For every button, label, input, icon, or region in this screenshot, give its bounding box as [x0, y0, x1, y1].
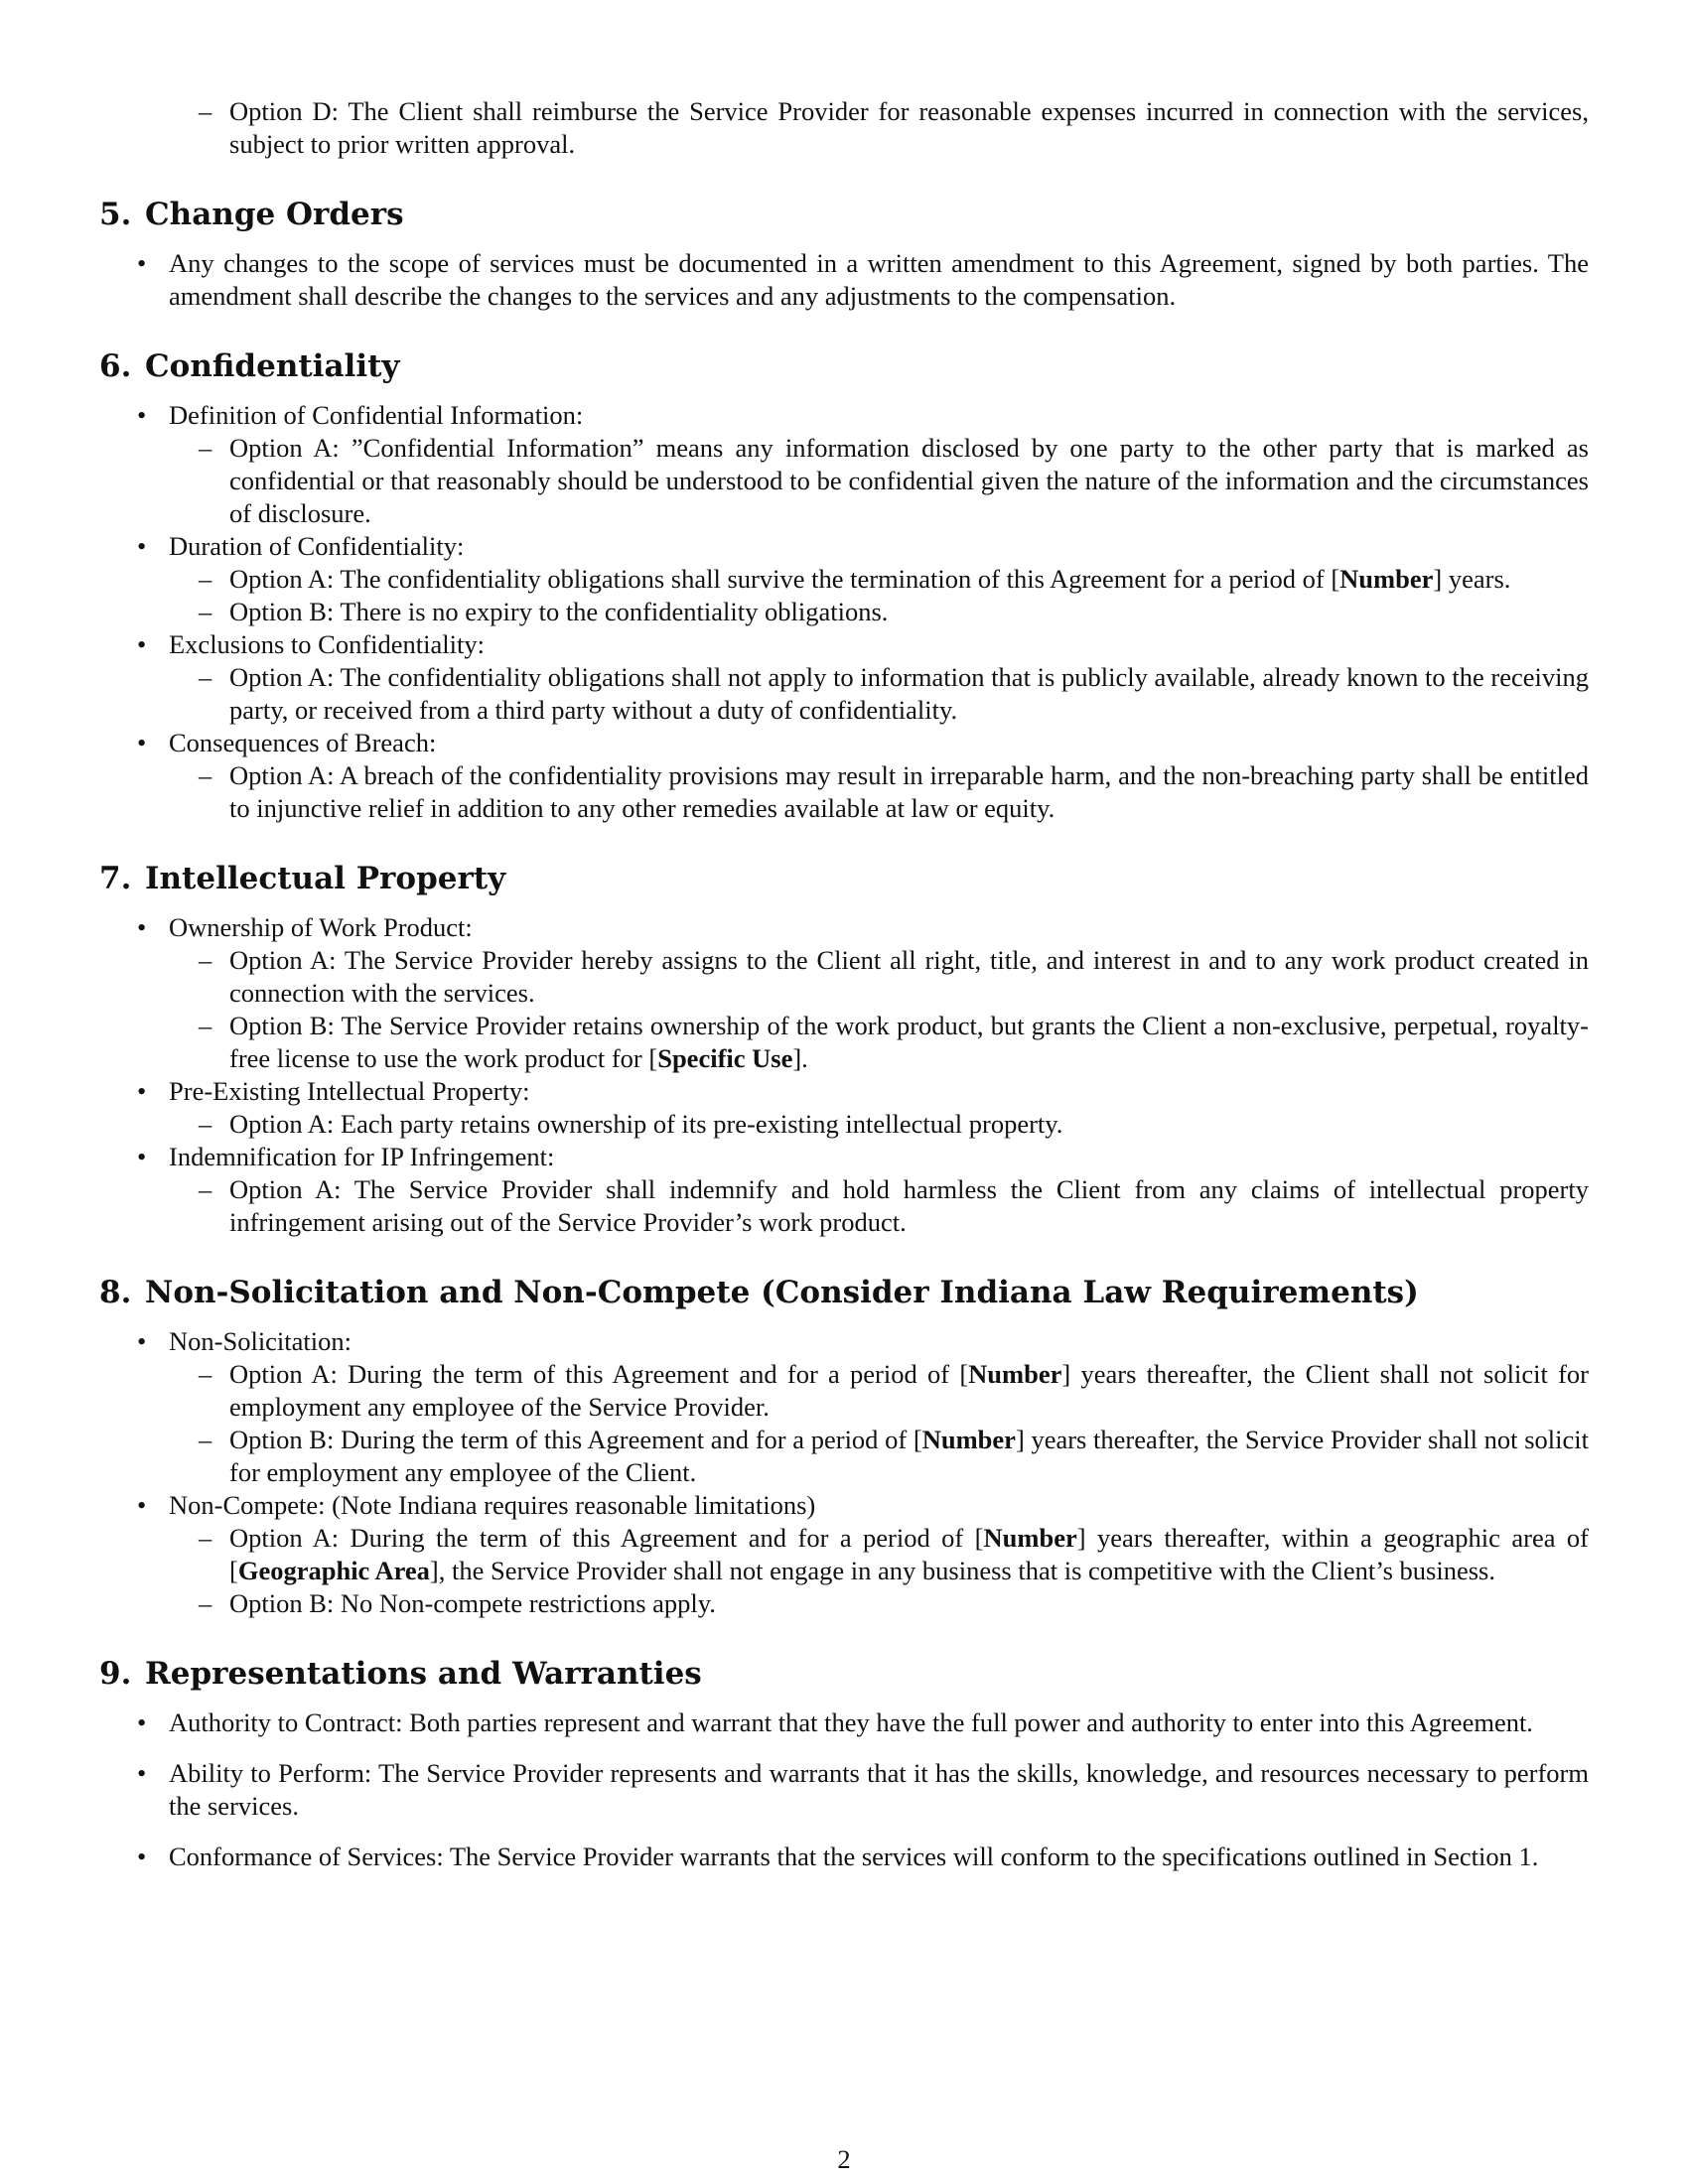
bullet-marker: •	[137, 1326, 147, 1356]
option-text: Option A: During the term of this Agreement and for a period of [Number] years thereafter, within a geographic area of [Geographic Area], the Service Provider shall not engage in any business that is competitive with the Client’s business.	[229, 1523, 1589, 1585]
placeholder-specific-use: Specific Use	[657, 1043, 793, 1073]
bullet-text: Indemnification for IP Infringement:	[169, 1142, 555, 1171]
section-heading	[99, 196, 1589, 233]
bullet-item	[137, 247, 1589, 313]
option-text: Option A: ”Confidential Information” means any information disclosed by one party to the other party that is marked as confidential or that reasonably should be understood to be confidential given the nature of the information and the circumstances of disclosure.	[229, 433, 1589, 528]
bullet-text: Consequences of Breach:	[169, 728, 437, 757]
dash-marker: –	[199, 1359, 212, 1389]
bullet-text: Ownership of Work Product:	[169, 912, 473, 942]
bullet-marker: •	[137, 1842, 147, 1871]
bullet-item	[137, 1075, 1589, 1108]
section-number: 9.	[99, 1656, 132, 1692]
section-title: Intellectual Property	[145, 861, 506, 896]
bullet-item	[137, 1489, 1589, 1522]
bullet-marker: •	[137, 531, 147, 561]
bullet-marker: •	[137, 629, 147, 659]
bullet-item	[137, 530, 1589, 563]
dash-marker: –	[199, 96, 212, 126]
placeholder-geographic-area: Geographic Area	[237, 1556, 430, 1585]
placeholder-number: Number	[921, 1425, 1016, 1454]
bullet-text: Pre-Existing Intellectual Property:	[169, 1076, 530, 1106]
dash-marker: –	[199, 1174, 212, 1204]
bullet-text: Non-Solicitation:	[169, 1326, 352, 1356]
dash-marker: –	[199, 760, 212, 790]
bullet-marker: •	[137, 1758, 147, 1788]
page-number: 2	[837, 2144, 851, 2174]
option-text: Option A: The Service Provider shall indemnify and hold harmless the Client from any claims of intellectual property infringement arising out of the Service Provider’s work product.	[229, 1174, 1589, 1237]
option-text: Option A: During the term of this Agreement and for a period of [Number] years thereafter, the Client shall not solicit for employment any employee of the Service Provider.	[229, 1359, 1589, 1422]
section-5	[99, 196, 1589, 313]
option-text: Option A: Each party retains ownership of its pre-existing intellectual property.	[229, 1109, 1063, 1139]
option-item	[199, 1424, 1589, 1489]
section-9	[99, 1655, 1589, 1873]
bullet-marker: •	[137, 400, 147, 430]
option-item	[199, 1358, 1589, 1424]
option-item	[199, 944, 1589, 1010]
bullet-text: Authority to Contract: Both parties represent and warrant that they have the full power and authority to enter into this Agreement.	[169, 1707, 1533, 1737]
bullet-marker: •	[137, 728, 147, 757]
option-item	[199, 1173, 1589, 1239]
section-title: Confidentiality	[145, 348, 400, 384]
option-item	[199, 661, 1589, 727]
dash-marker: –	[199, 1523, 212, 1553]
section-heading	[99, 347, 1589, 385]
option-item	[199, 1587, 1589, 1620]
section-number: 5.	[99, 197, 132, 232]
option-item	[199, 1522, 1589, 1587]
option-text: Option D: The Client shall reimburse the Service Provider for reasonable expenses incurred in connection with the services, subject to prior written approval.	[229, 96, 1589, 159]
option-text: Option A: The confidentiality obligations shall not apply to information that is publicly available, already known to the receiving party, or received from a third party without a duty of confidentiality.	[229, 662, 1589, 725]
dash-marker: –	[199, 662, 212, 692]
bullet-marker: •	[137, 1076, 147, 1106]
section-number: 6.	[99, 348, 132, 384]
option-text: Option B: During the term of this Agreement and for a period of [Number] years thereafter, the Service Provider shall not solicit for employment any employee of the Client.	[229, 1425, 1589, 1487]
option-text: Option A: A breach of the confidentiality provisions may result in irreparable harm, and the non-breaching party shall be entitled to injunctive relief in addition to any other remedies available at law or equity.	[229, 760, 1589, 823]
bullet-item	[137, 1706, 1589, 1739]
bullet-marker: •	[137, 248, 147, 278]
document-body	[99, 95, 1589, 1873]
bullet-marker: •	[137, 1490, 147, 1520]
option-item	[199, 563, 1589, 596]
placeholder-number: Number	[983, 1523, 1077, 1553]
bullet-text: Non-Compete: (Note Indiana requires reasonable limitations)	[169, 1490, 816, 1520]
bullet-marker: •	[137, 912, 147, 942]
section-6	[99, 347, 1589, 825]
dash-marker: –	[199, 1588, 212, 1618]
section-title: Change Orders	[145, 197, 404, 232]
dash-marker: –	[199, 1425, 212, 1454]
bullet-text: Duration of Confidentiality:	[169, 531, 465, 561]
bullet-item	[137, 399, 1589, 432]
bullet-marker: •	[137, 1142, 147, 1171]
bullet-text: Exclusions to Confidentiality:	[169, 629, 485, 659]
option-item	[199, 759, 1589, 825]
bullet-item	[137, 1841, 1589, 1873]
dash-marker: –	[199, 1109, 212, 1139]
bullet-item	[137, 911, 1589, 944]
bullet-marker: •	[137, 1707, 147, 1737]
bullet-item	[137, 1141, 1589, 1173]
option-text: Option B: The Service Provider retains ownership of the work product, but grants the Client a non-exclusive, perpetual, royalty-free license to use the work product for [Specific Use].	[229, 1011, 1589, 1073]
option-item	[199, 1108, 1589, 1141]
section-heading	[99, 860, 1589, 897]
placeholder-number: Number	[968, 1359, 1062, 1389]
bullet-text: Ability to Perform: The Service Provider represents and warrants that it has the skills, knowledge, and resources necessary to perform the services.	[169, 1758, 1589, 1821]
option-item	[199, 596, 1589, 628]
bullet-item	[137, 1757, 1589, 1823]
dash-marker: –	[199, 564, 212, 594]
option-text: Option A: The confidentiality obligations shall survive the termination of this Agreement for a period of [Number] years.	[229, 564, 1511, 594]
bullet-text: Conformance of Services: The Service Provider warrants that the services will conform to the specifications outlined in Section 1.	[169, 1842, 1539, 1871]
section-8	[99, 1274, 1589, 1620]
section-heading	[99, 1655, 1589, 1693]
option-item	[199, 432, 1589, 530]
section-number: 8.	[99, 1275, 132, 1310]
bullet-item	[137, 1325, 1589, 1358]
placeholder-number: Number	[1339, 564, 1434, 594]
dash-marker: –	[199, 433, 212, 463]
section-title: Non-Solicitation and Non-Compete (Consider Indiana Law Requirements)	[145, 1275, 1419, 1310]
section-7	[99, 860, 1589, 1239]
bullet-text: Any changes to the scope of services must be documented in a written amendment to this Agreement, signed by both parties. The amendment shall describe the changes to the services and any adjustments to the compensation.	[169, 248, 1589, 311]
option-text: Option B: There is no expiry to the confidentiality obligations.	[229, 597, 889, 626]
dash-marker: –	[199, 597, 212, 626]
section-title: Representations and Warranties	[145, 1656, 702, 1692]
option-text: Option B: No Non-compete restrictions apply.	[229, 1588, 716, 1618]
dash-marker: –	[199, 945, 212, 975]
option-text: Option A: The Service Provider hereby assigns to the Client all right, title, and interest in and to any work product created in connection with the services.	[229, 945, 1589, 1008]
section-heading	[99, 1274, 1589, 1311]
dash-marker: –	[199, 1011, 212, 1040]
section-number: 7.	[99, 861, 132, 896]
bullet-item	[137, 727, 1589, 759]
option-item	[199, 1010, 1589, 1075]
bullet-text: Definition of Confidential Information:	[169, 400, 584, 430]
option-d-item	[199, 95, 1589, 161]
bullet-item	[137, 628, 1589, 661]
